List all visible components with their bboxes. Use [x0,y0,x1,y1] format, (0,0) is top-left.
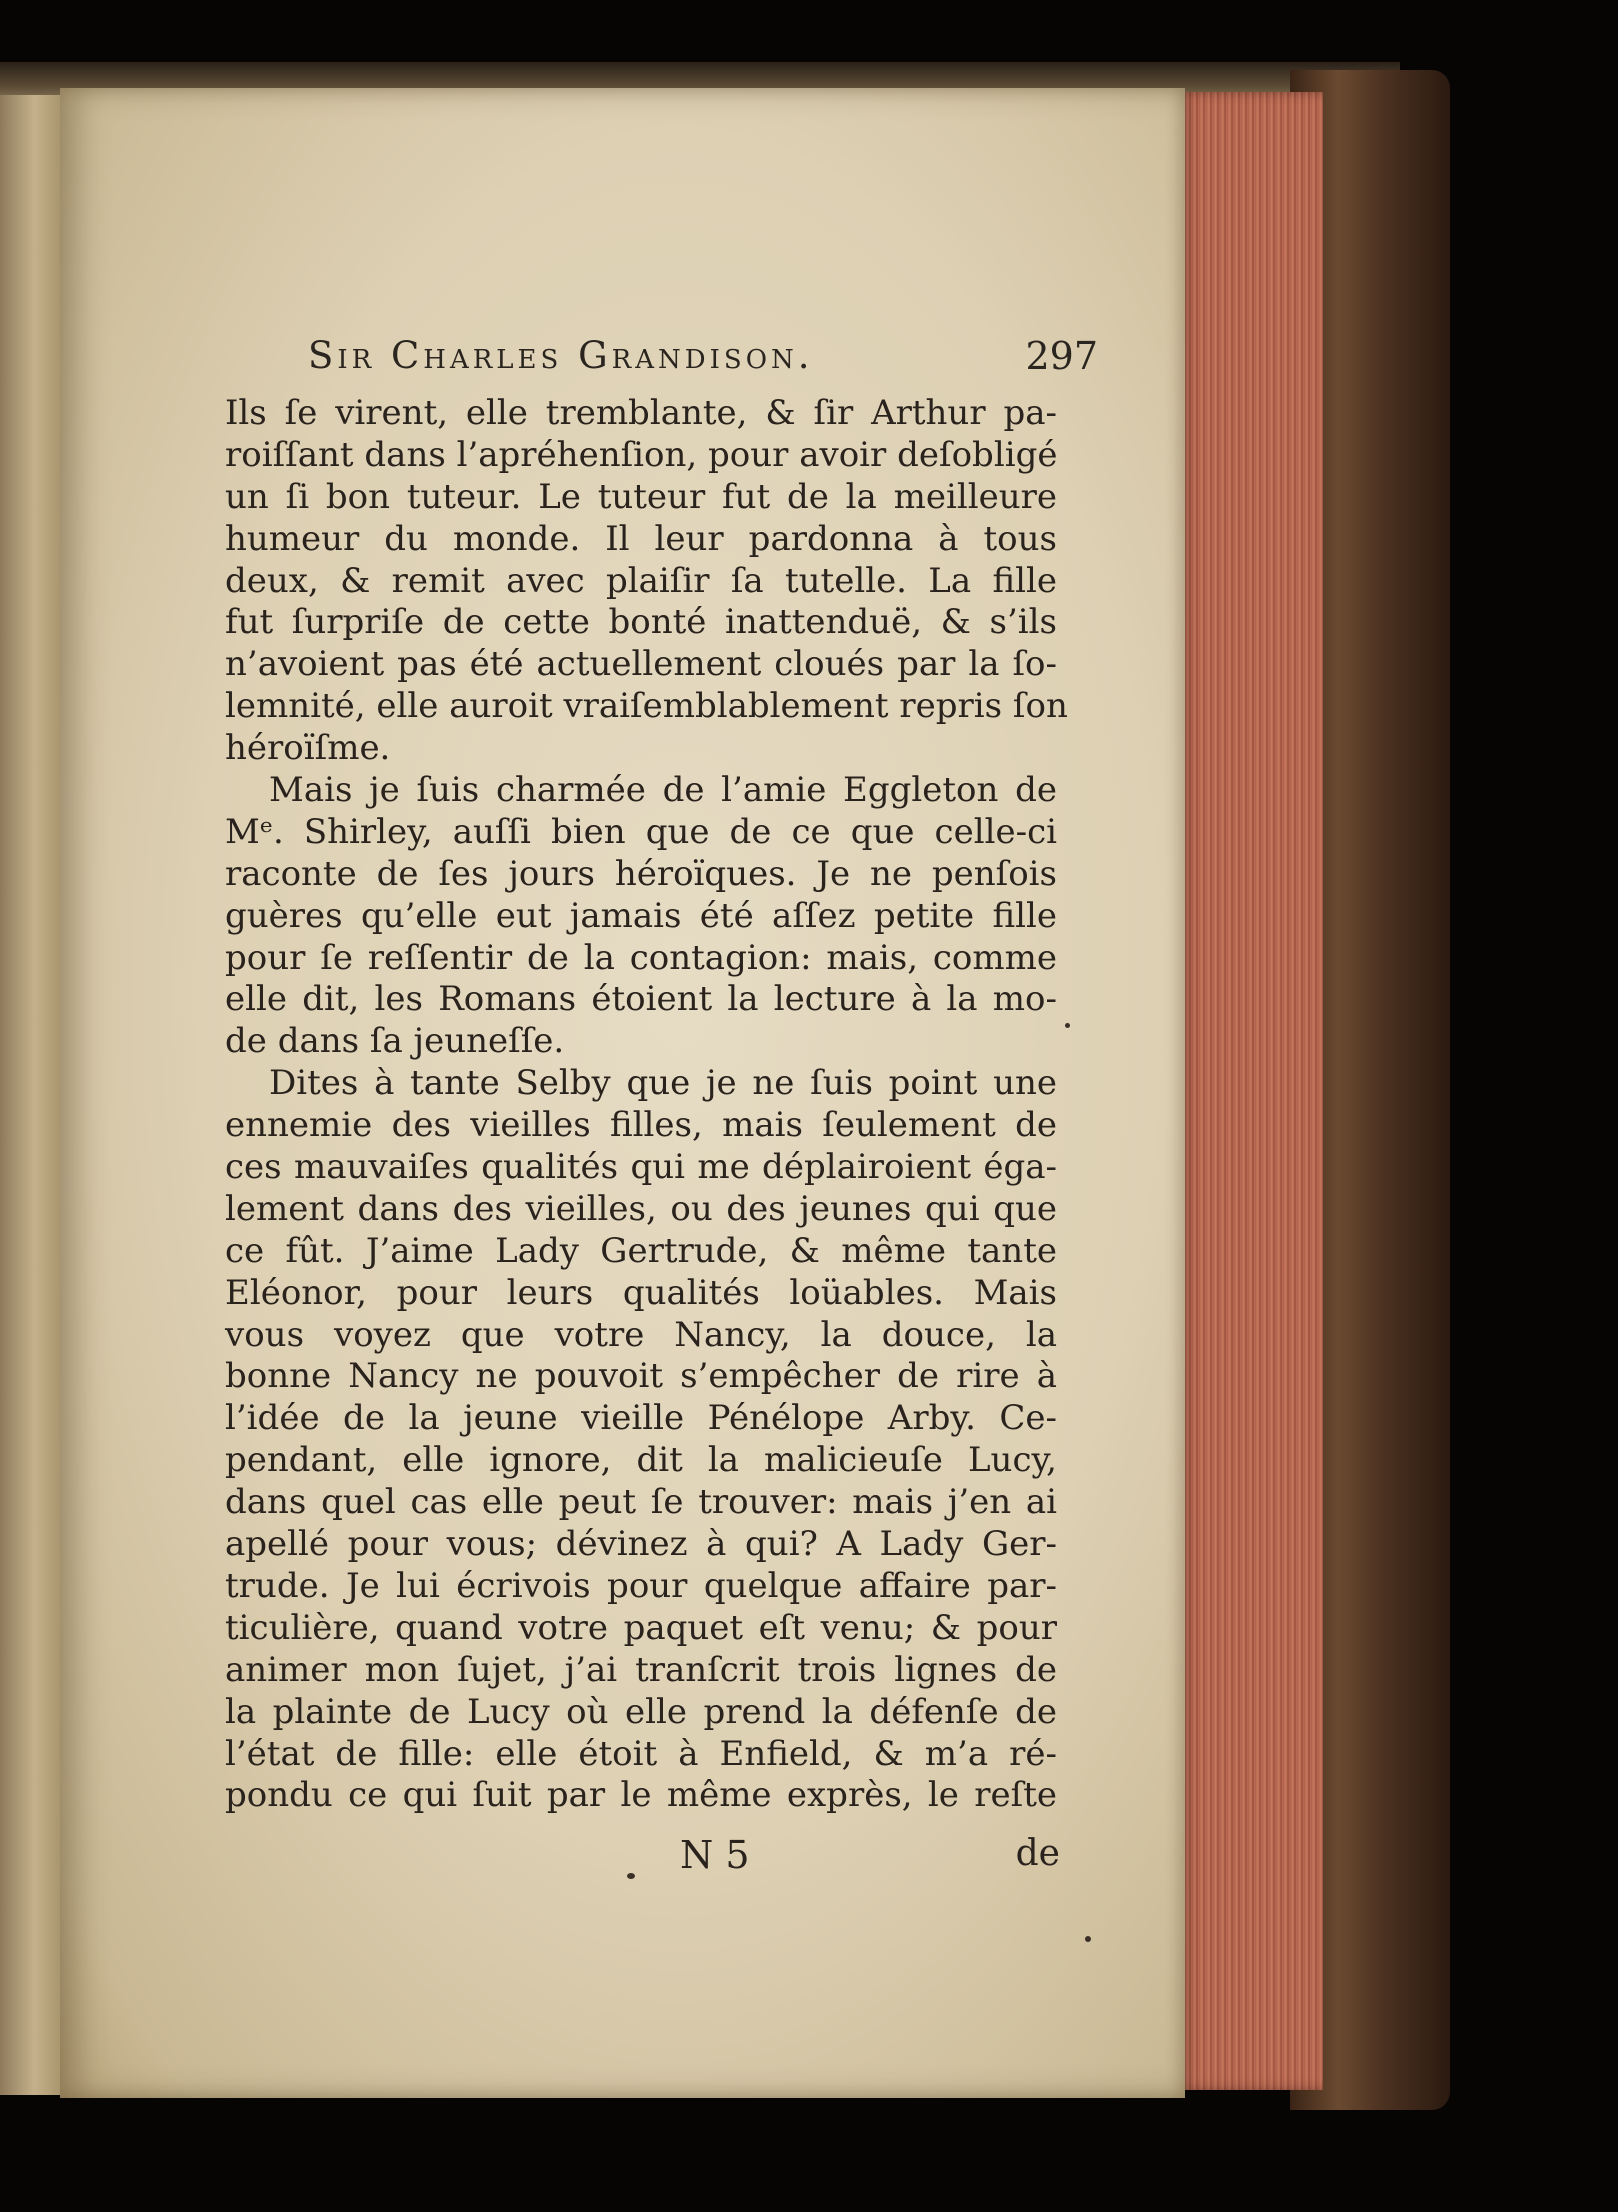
text-line: héroïſme. [225,728,391,769]
text-line: l’état de fille: elle étoit à Enfield, & m’a ré- [225,1733,1057,1774]
running-head: Sir Charles Grandison. [308,334,814,377]
signature-mark: N 5 [680,1833,750,1877]
text-line: Dites à tante Selby que je ne ſuis point une [269,1063,1057,1104]
text-line: un ſi bon tuteur. Le tuteur fut de la meilleure [225,476,1057,517]
text-line: pendant, elle ignore, dit la malicieuſe Lucy, [225,1440,1057,1481]
text-line: guères qu’elle eut jamais été aſſez petite fille [225,895,1057,936]
ink-speck [1065,1023,1070,1028]
text-line: lemnité, elle auroit vraiſemblablement repris ſon [225,686,1068,727]
text-line: elle dit, les Romans étoient la lecture à la mo- [225,979,1057,1020]
text-line: apellé pour vous; dévinez à qui? A Lady Ger- [225,1524,1057,1565]
page-number: 297 [1025,334,1098,378]
text-line: Mais je ſuis charmée de l’amie Eggleton de [269,770,1057,811]
text-line: raconte de ſes jours héroïques. Je ne penſois [225,853,1057,894]
body-text [225,393,1068,1817]
text-line: bonne Nancy ne pouvoit s’empêcher de rire à [225,1356,1057,1397]
text-line: n’avoient pas été actuellement cloués par la ſo- [225,644,1057,685]
text-line: ennemie des vieilles filles, mais ſeulement de [225,1105,1057,1146]
text-line: ces mauvaiſes qualités qui me déplairoient éga- [225,1147,1057,1188]
text-line: roiſſant dans l’apréhenſion, pour avoir deſobligé [225,434,1058,475]
text-line: pour ſe reſſentir de la contagion: mais, comme [225,937,1057,978]
text-line: ticulière, quand votre paquet eſt venu; & pour [225,1607,1057,1648]
red-page-edges [1178,92,1323,2090]
text-line: l’idée de la jeune vieille Pénélope Arby. Ce- [225,1398,1057,1439]
ink-speck [627,1873,635,1879]
text-line: fut ſurpriſe de cette bonté inattenduë, & s’ils [225,602,1057,643]
text-line: Eléonor, pour leurs qualités loüables. Mais [225,1272,1057,1313]
text-line: vous voyez que votre Nancy, la douce, la [225,1314,1057,1355]
text-line: lement dans des vieilles, ou des jeunes qui que [225,1188,1057,1229]
text-line: Mᵉ. Shirley, auſſi bien que de ce que celle-ci [225,811,1057,852]
text-line: dans quel cas elle peut ſe trouver: mais j’en ai [225,1482,1057,1523]
left-page-edge [0,95,64,2095]
catchword: de [1015,1833,1060,1874]
text-line: animer mon ſujet, j’ai tranſcrit trois lignes de [225,1649,1057,1690]
text-line: humeur du monde. Il leur pardonna à tous [225,518,1057,559]
book-page [60,88,1185,2098]
text-line: la plainte de Lucy où elle prend la défenſe de [225,1691,1057,1732]
text-line: trude. Je lui écrivois pour quelque affaire par- [225,1565,1057,1606]
text-line: pondu ce qui ſuit par le même exprès, le reſte [225,1775,1057,1816]
ink-speck [1085,1936,1091,1942]
text-line: Ils ſe virent, elle tremblante, & ſir Arthur pa- [225,393,1057,433]
text-line: ce fût. J’aime Lady Gertrude, & même tante [225,1230,1057,1271]
text-line: de dans ſa jeuneſſe. [225,1021,565,1062]
text-line: deux, & remit avec plaiſir ſa tutelle. La fille [225,560,1057,601]
